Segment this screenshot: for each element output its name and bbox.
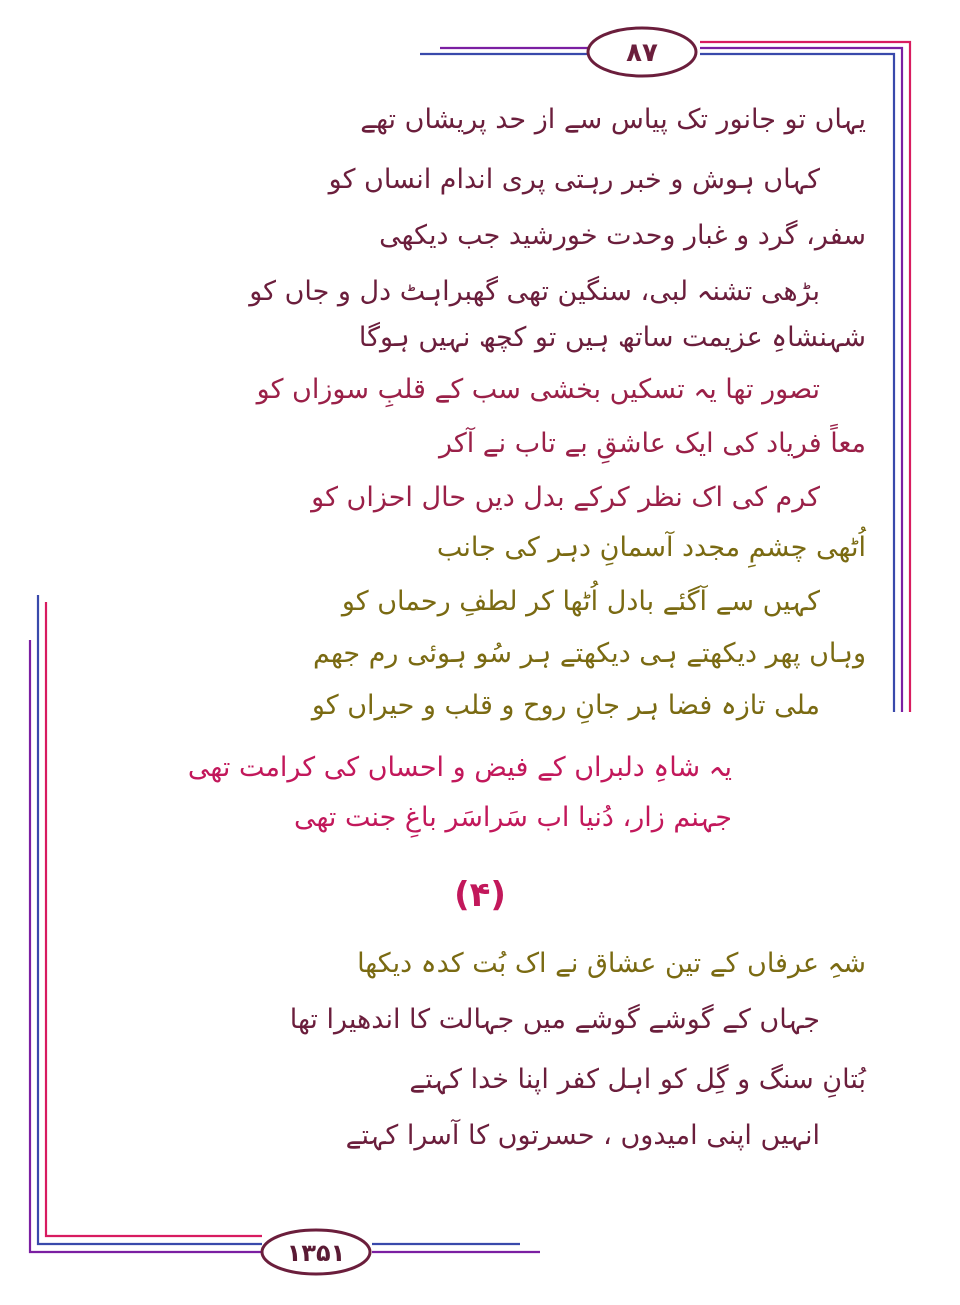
poem-line: معاً فریاد کی ایک عاشقِ بے تاب نے آکر <box>438 428 866 459</box>
closing-line: جہنم زار، دُنیا اب سَراسَر باغِ جنت تھی <box>293 802 732 833</box>
poem-line: سفر، گرد و غبار وحدت خورشید جب دیکھی <box>379 220 866 251</box>
poem-line: تصور تھا یہ تسکیں بخشی سب کے قلبِ سوزاں کو <box>256 374 820 405</box>
section-number: (۴) <box>454 875 506 915</box>
poem-line: شہنشاہِ عزیمت ساتھ ہیں تو کچھ نہیں ہوگا <box>358 322 866 353</box>
poem-line: یہاں تو جانور تک پیاس سے از حد پریشاں تھے <box>360 104 866 135</box>
poem-line: وہاں پھر دیکھتے ہی دیکھتے ہر سُو ہوئی رم جھم <box>313 638 866 669</box>
poem-line: بڑھی تشنہ لبی، سنگین تھی گھبراہٹ دل و جاں کو <box>249 276 820 307</box>
poem-line: اُٹھی چشمِ مجدد آسمانِ دہر کی جانب <box>436 532 866 563</box>
top-page-number: ٨٧ <box>626 38 658 68</box>
poem-line: بُتانِ سنگ و گِل کو اہل کفر اپنا خدا کہتے <box>409 1064 866 1095</box>
poem-line: کہیں سے آگئے بادل اُٹھا کر لطفِ رحماں کو <box>341 586 820 617</box>
poem-line: شہِ عرفاں کے تین عشاق نے اک بُت کدہ دیکھا <box>357 948 866 979</box>
poem-line: ملی تازہ فضا ہر جانِ روح و قلب و حیراں کو <box>311 690 820 721</box>
closing-line: یہ شاہِ دلبراں کے فیض و احساں کی کرامت تھی <box>187 752 732 783</box>
poem-line: کہاں ہوش و خبر رہتی پری اندام انساں کو <box>328 164 820 195</box>
poem-line: انہیں اپنی امیدوں ، حسرتوں کا آسرا کہتے <box>345 1120 820 1151</box>
poem-line: کرم کی اک نظر کرکے بدل دیں حال احزاں کو <box>311 482 820 513</box>
bottom-page-number: ۱۳۵۱ <box>286 1239 346 1267</box>
poem-line: جہاں کے گوشے گوشے میں جہالت کا اندھیرا تھا <box>289 1004 820 1035</box>
